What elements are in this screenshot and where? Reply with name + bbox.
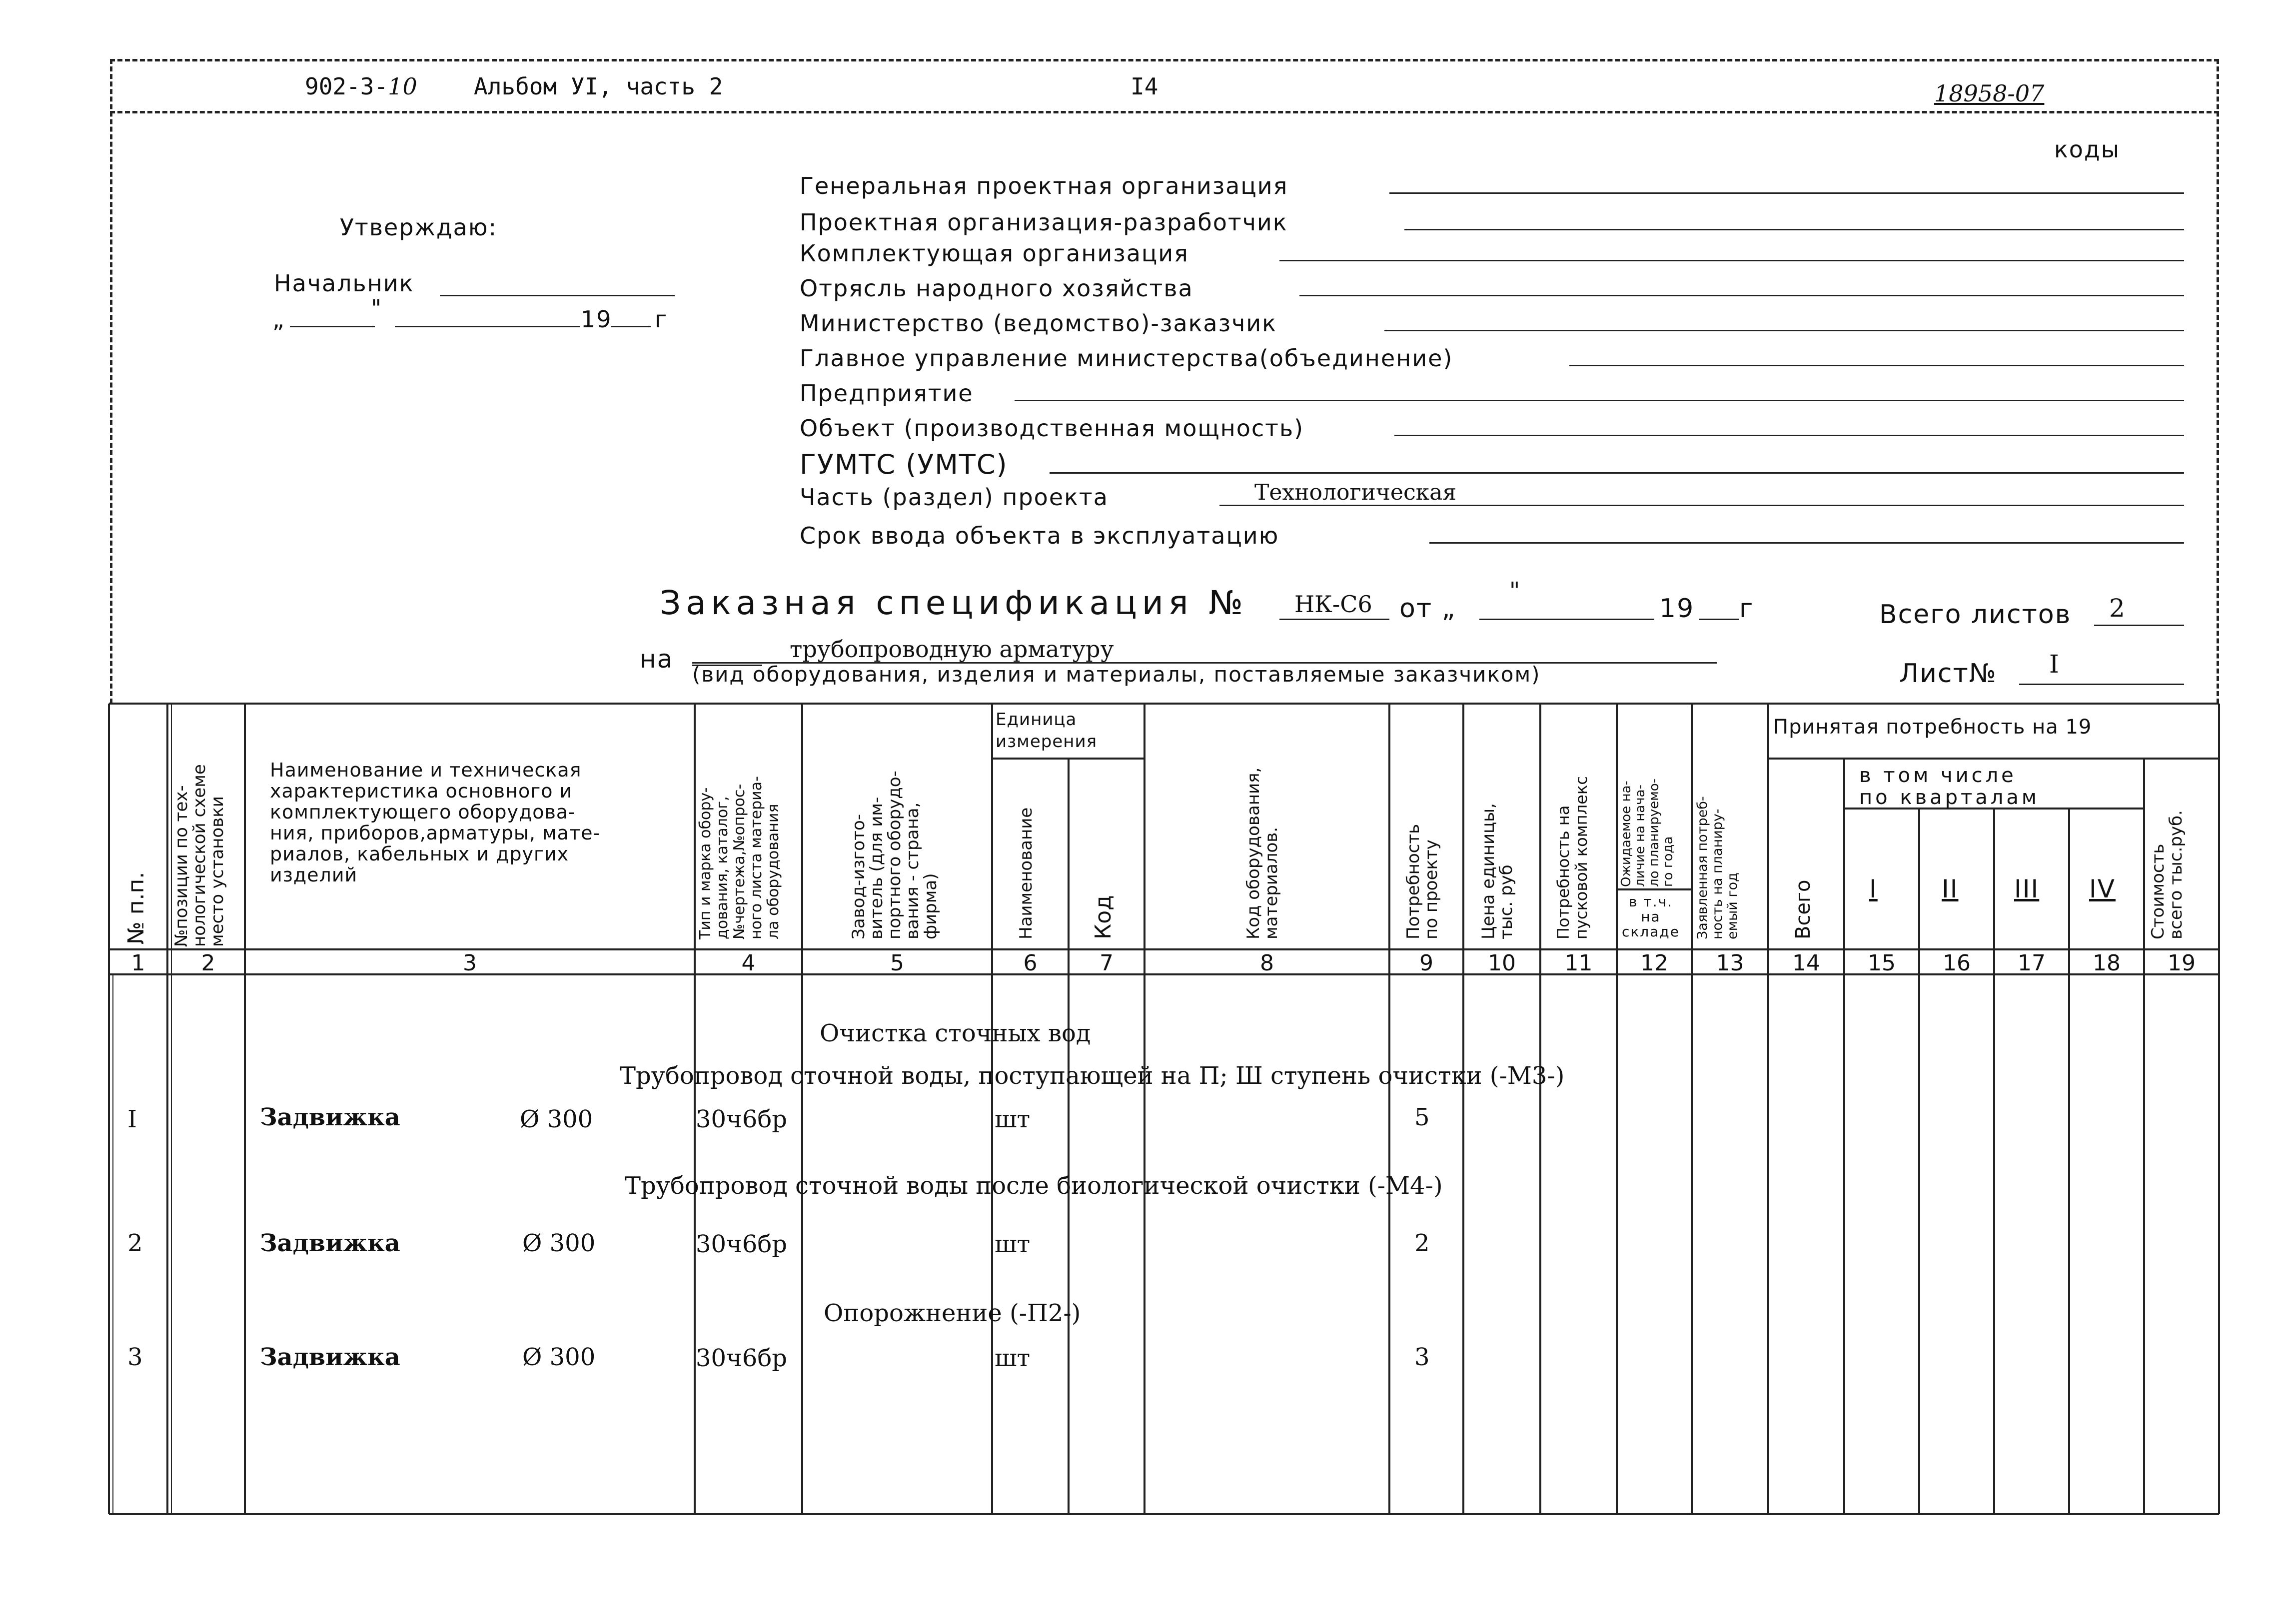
org-mainboard-label: Главное управление министерства(объединение) bbox=[800, 345, 1453, 372]
org-industry-label: Отрясль народного хозяйства bbox=[800, 275, 1193, 302]
row-size: Ø 300 bbox=[522, 1343, 596, 1371]
spec-year-suffix: г bbox=[1739, 594, 1754, 624]
column-number: 17 bbox=[2018, 950, 2046, 976]
row-unit: шт bbox=[995, 1105, 1031, 1133]
column-number: 1 bbox=[131, 950, 145, 976]
approval-chief: Начальник bbox=[274, 270, 414, 297]
col-14-header: Всего bbox=[1792, 879, 1815, 939]
page-number: I4 bbox=[1131, 73, 1158, 100]
row-unit: шт bbox=[995, 1344, 1031, 1372]
total-sheets-value: 2 bbox=[2109, 594, 2125, 623]
col-18-header: IV bbox=[2089, 874, 2116, 903]
col-8-header: Код оборудования, материалов. bbox=[1243, 767, 1281, 939]
col-15-header: I bbox=[1869, 874, 1878, 903]
section-heading: Трубопровод сточной воды после биологической очистки (-М4-) bbox=[625, 1172, 1443, 1200]
col-17-header: III bbox=[2014, 874, 2040, 903]
org-developer-label: Проектная организация-разработчик bbox=[800, 209, 1288, 236]
approval-year: 19 bbox=[581, 306, 612, 333]
org-object-label: Объект (производственная мощность) bbox=[800, 415, 1304, 442]
col-12-header: Ожидаемое на- личие на нача- ло планируемо- го года bbox=[1619, 778, 1676, 887]
approval-title: Утверждаю: bbox=[340, 214, 498, 241]
spec-subject: трубопроводную арматуру bbox=[790, 636, 1114, 663]
org-gumts-label: ГУМТС (УМТС) bbox=[800, 449, 1008, 480]
row-unit: шт bbox=[995, 1230, 1031, 1258]
column-number: 3 bbox=[463, 950, 477, 976]
col-7-header: Код bbox=[1091, 895, 1116, 939]
column-number: 11 bbox=[1564, 950, 1593, 976]
section-heading: Трубопровод сточной воды, поступающей на П; Ш ступень очистки (-М3-) bbox=[620, 1062, 1565, 1090]
codes-label: коды bbox=[2054, 136, 2121, 163]
org-deadline-label: Срок ввода объекта в эксплуатацию bbox=[800, 522, 1279, 549]
column-number: 2 bbox=[201, 950, 215, 976]
row-type: 30ч6бр bbox=[696, 1105, 787, 1133]
col-11-header: Потребность на пусковой комплекс bbox=[1554, 776, 1591, 939]
org-general-label: Генеральная проектная организация bbox=[800, 172, 1288, 199]
spec-date-mark: " bbox=[1509, 577, 1521, 604]
column-number: 6 bbox=[1023, 950, 1038, 976]
column-number: 14 bbox=[1792, 950, 1820, 976]
album-label: Альбом УI, часть 2 bbox=[474, 73, 723, 100]
col-6-header: Наименование bbox=[1016, 807, 1036, 939]
column-number: 10 bbox=[1488, 950, 1516, 976]
column-number: 9 bbox=[1419, 950, 1433, 976]
row-type: 30ч6бр bbox=[696, 1344, 787, 1372]
row-name: Задвижка bbox=[260, 1229, 400, 1257]
spec-year: 19 bbox=[1659, 594, 1695, 624]
total-sheets-label: Всего листов bbox=[1879, 600, 2072, 630]
section-heading: Опорожнение (-П2-) bbox=[824, 1299, 1081, 1327]
sheet-value: I bbox=[2049, 650, 2059, 679]
col-10-header: Цена единицы, тыс. руб bbox=[1478, 803, 1516, 939]
column-number: 19 bbox=[2168, 950, 2196, 976]
quarters-header: в том числе по кварталам bbox=[1859, 764, 2040, 809]
doc-code: 902-3-10 bbox=[305, 73, 417, 100]
row-number: I bbox=[127, 1105, 137, 1133]
approval-year-suffix: г bbox=[655, 306, 668, 333]
sheet-label: Лист№ bbox=[1899, 659, 1997, 689]
org-ministry-label: Министерство (ведомство)-заказчик bbox=[800, 310, 1277, 337]
col-19-header: Стоимость всего тыс.руб. bbox=[2148, 810, 2186, 939]
org-part-label: Часть (раздел) проекта bbox=[800, 484, 1109, 511]
column-number: 8 bbox=[1260, 950, 1274, 976]
spec-number: НК-С6 bbox=[1294, 591, 1372, 618]
column-number: 18 bbox=[2093, 950, 2121, 976]
approval-date-open: „ bbox=[272, 306, 285, 333]
spec-title: Заказная спецификация № bbox=[660, 584, 1248, 622]
spec-from: от „ bbox=[1399, 594, 1456, 624]
row-size: Ø 300 bbox=[522, 1229, 596, 1257]
org-part-value: Технологическая bbox=[1254, 480, 1457, 505]
col-4-header: Тип и марка оборy- дования, каталог, №чертежа,№опрос- ного листа материа- ла оборудования bbox=[697, 776, 782, 939]
column-number: 4 bbox=[741, 950, 756, 976]
col-2-header: №позиции по тех- нологической схеме место установки bbox=[171, 764, 227, 947]
col-13-header: Заявленная потреб- ность на планиру- емый год bbox=[1695, 796, 1740, 939]
col-12-sub-header: в т.ч. на складе bbox=[1622, 893, 1680, 940]
column-number: 13 bbox=[1716, 950, 1744, 976]
col-16-header: II bbox=[1942, 874, 1959, 903]
col-9-header: Потребность по проекту bbox=[1403, 823, 1441, 939]
row-number: 3 bbox=[127, 1343, 143, 1371]
column-number: 15 bbox=[1868, 950, 1896, 976]
accepted-header: Принятая потребность на 19 bbox=[1773, 716, 2092, 739]
approval-date-mark: " bbox=[371, 295, 383, 322]
col-5-header: Завод-изгото- витель (для им- портного оборудо- вания - страна, фирма) bbox=[849, 771, 941, 939]
col-1-header: № п.п. bbox=[123, 871, 149, 944]
spec-na: на bbox=[640, 645, 674, 674]
row-name: Задвижка bbox=[260, 1103, 400, 1131]
row-name: Задвижка bbox=[260, 1343, 400, 1371]
column-number: 5 bbox=[890, 950, 904, 976]
row-qty: 5 bbox=[1414, 1103, 1430, 1131]
unit-group-header: Единица измерения bbox=[996, 710, 1098, 752]
row-size: Ø 300 bbox=[520, 1105, 593, 1133]
row-qty: 2 bbox=[1414, 1229, 1430, 1257]
column-number: 16 bbox=[1943, 950, 1971, 976]
archive-number: 18958-07 bbox=[1934, 80, 2045, 107]
row-qty: 3 bbox=[1414, 1343, 1430, 1371]
org-complete-label: Комплектующая организация bbox=[800, 240, 1189, 267]
org-enterprise-label: Предприятие bbox=[800, 380, 974, 407]
column-number: 7 bbox=[1100, 950, 1114, 976]
column-number: 12 bbox=[1640, 950, 1668, 976]
section-heading: Очистка сточных вод bbox=[820, 1019, 1091, 1047]
row-number: 2 bbox=[127, 1229, 143, 1257]
col-3-header: Наименование и техническая характеристика основного и комплектующего оборудова- ния, приборов,арматуры, мате- риалов, кабельных и других изделий bbox=[270, 759, 601, 886]
row-type: 30ч6бр bbox=[696, 1230, 787, 1258]
spec-subject-hint: (вид оборудования, изделия и материалы, поставляемые заказчиком) bbox=[692, 662, 1541, 687]
